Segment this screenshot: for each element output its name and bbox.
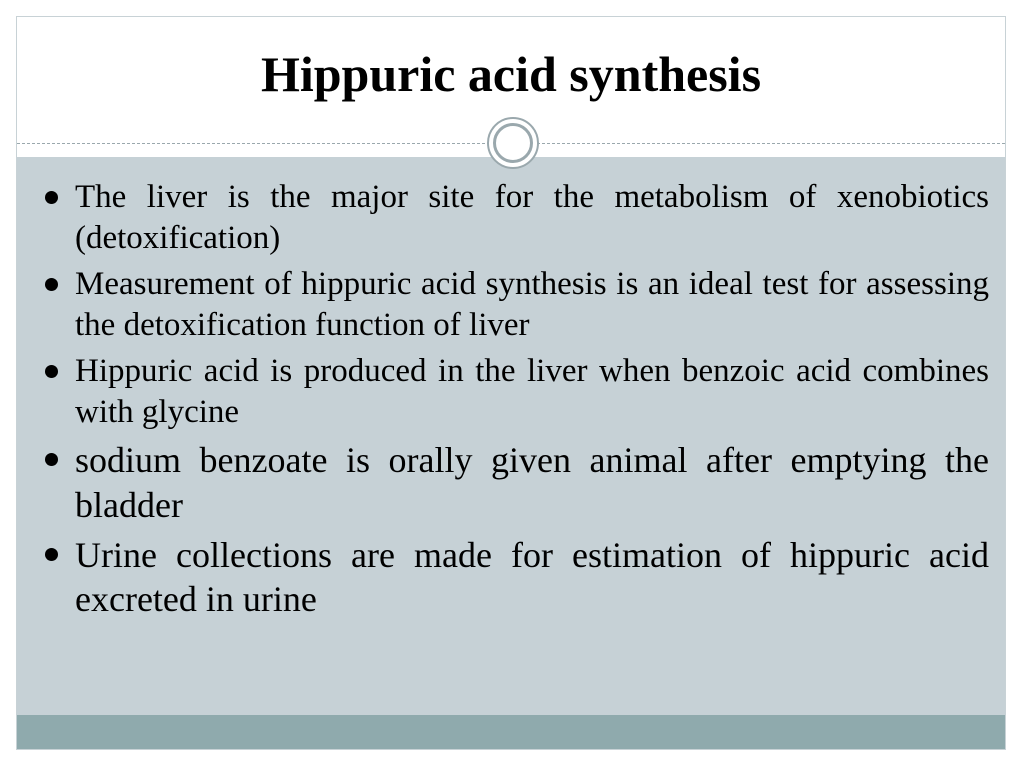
bullet-text: The liver is the major site for the metabolism of xenobiotics (detoxification): [75, 179, 989, 256]
footer-bar: [17, 715, 1005, 749]
bullet-text: sodium benzoate is orally given animal after emptying the bladder: [75, 440, 989, 525]
inner-ring: [493, 123, 533, 163]
bullet-text: Urine collections are made for estimation of hippuric acid excreted in urine: [75, 535, 989, 620]
bullet-icon: [45, 548, 58, 561]
list-item: [45, 438, 989, 527]
list-item: [45, 177, 989, 258]
list-item: [45, 533, 989, 622]
bullet-icon: [45, 278, 58, 291]
list-item: [45, 351, 989, 432]
bullet-text: Measurement of hippuric acid synthesis is an ideal test for assessing the detoxification function of liver: [75, 266, 989, 343]
bullet-icon: [45, 191, 58, 204]
double-ring-circle-icon: [487, 117, 539, 169]
slide-title: Hippuric acid synthesis: [260, 46, 762, 102]
list-item: [45, 264, 989, 345]
bullet-list: [45, 177, 989, 628]
bullet-icon: [45, 365, 58, 378]
slide: [16, 16, 1006, 750]
bullet-icon: [45, 453, 58, 466]
bullet-text: Hippuric acid is produced in the liver when benzoic acid combines with glycine: [75, 353, 989, 430]
